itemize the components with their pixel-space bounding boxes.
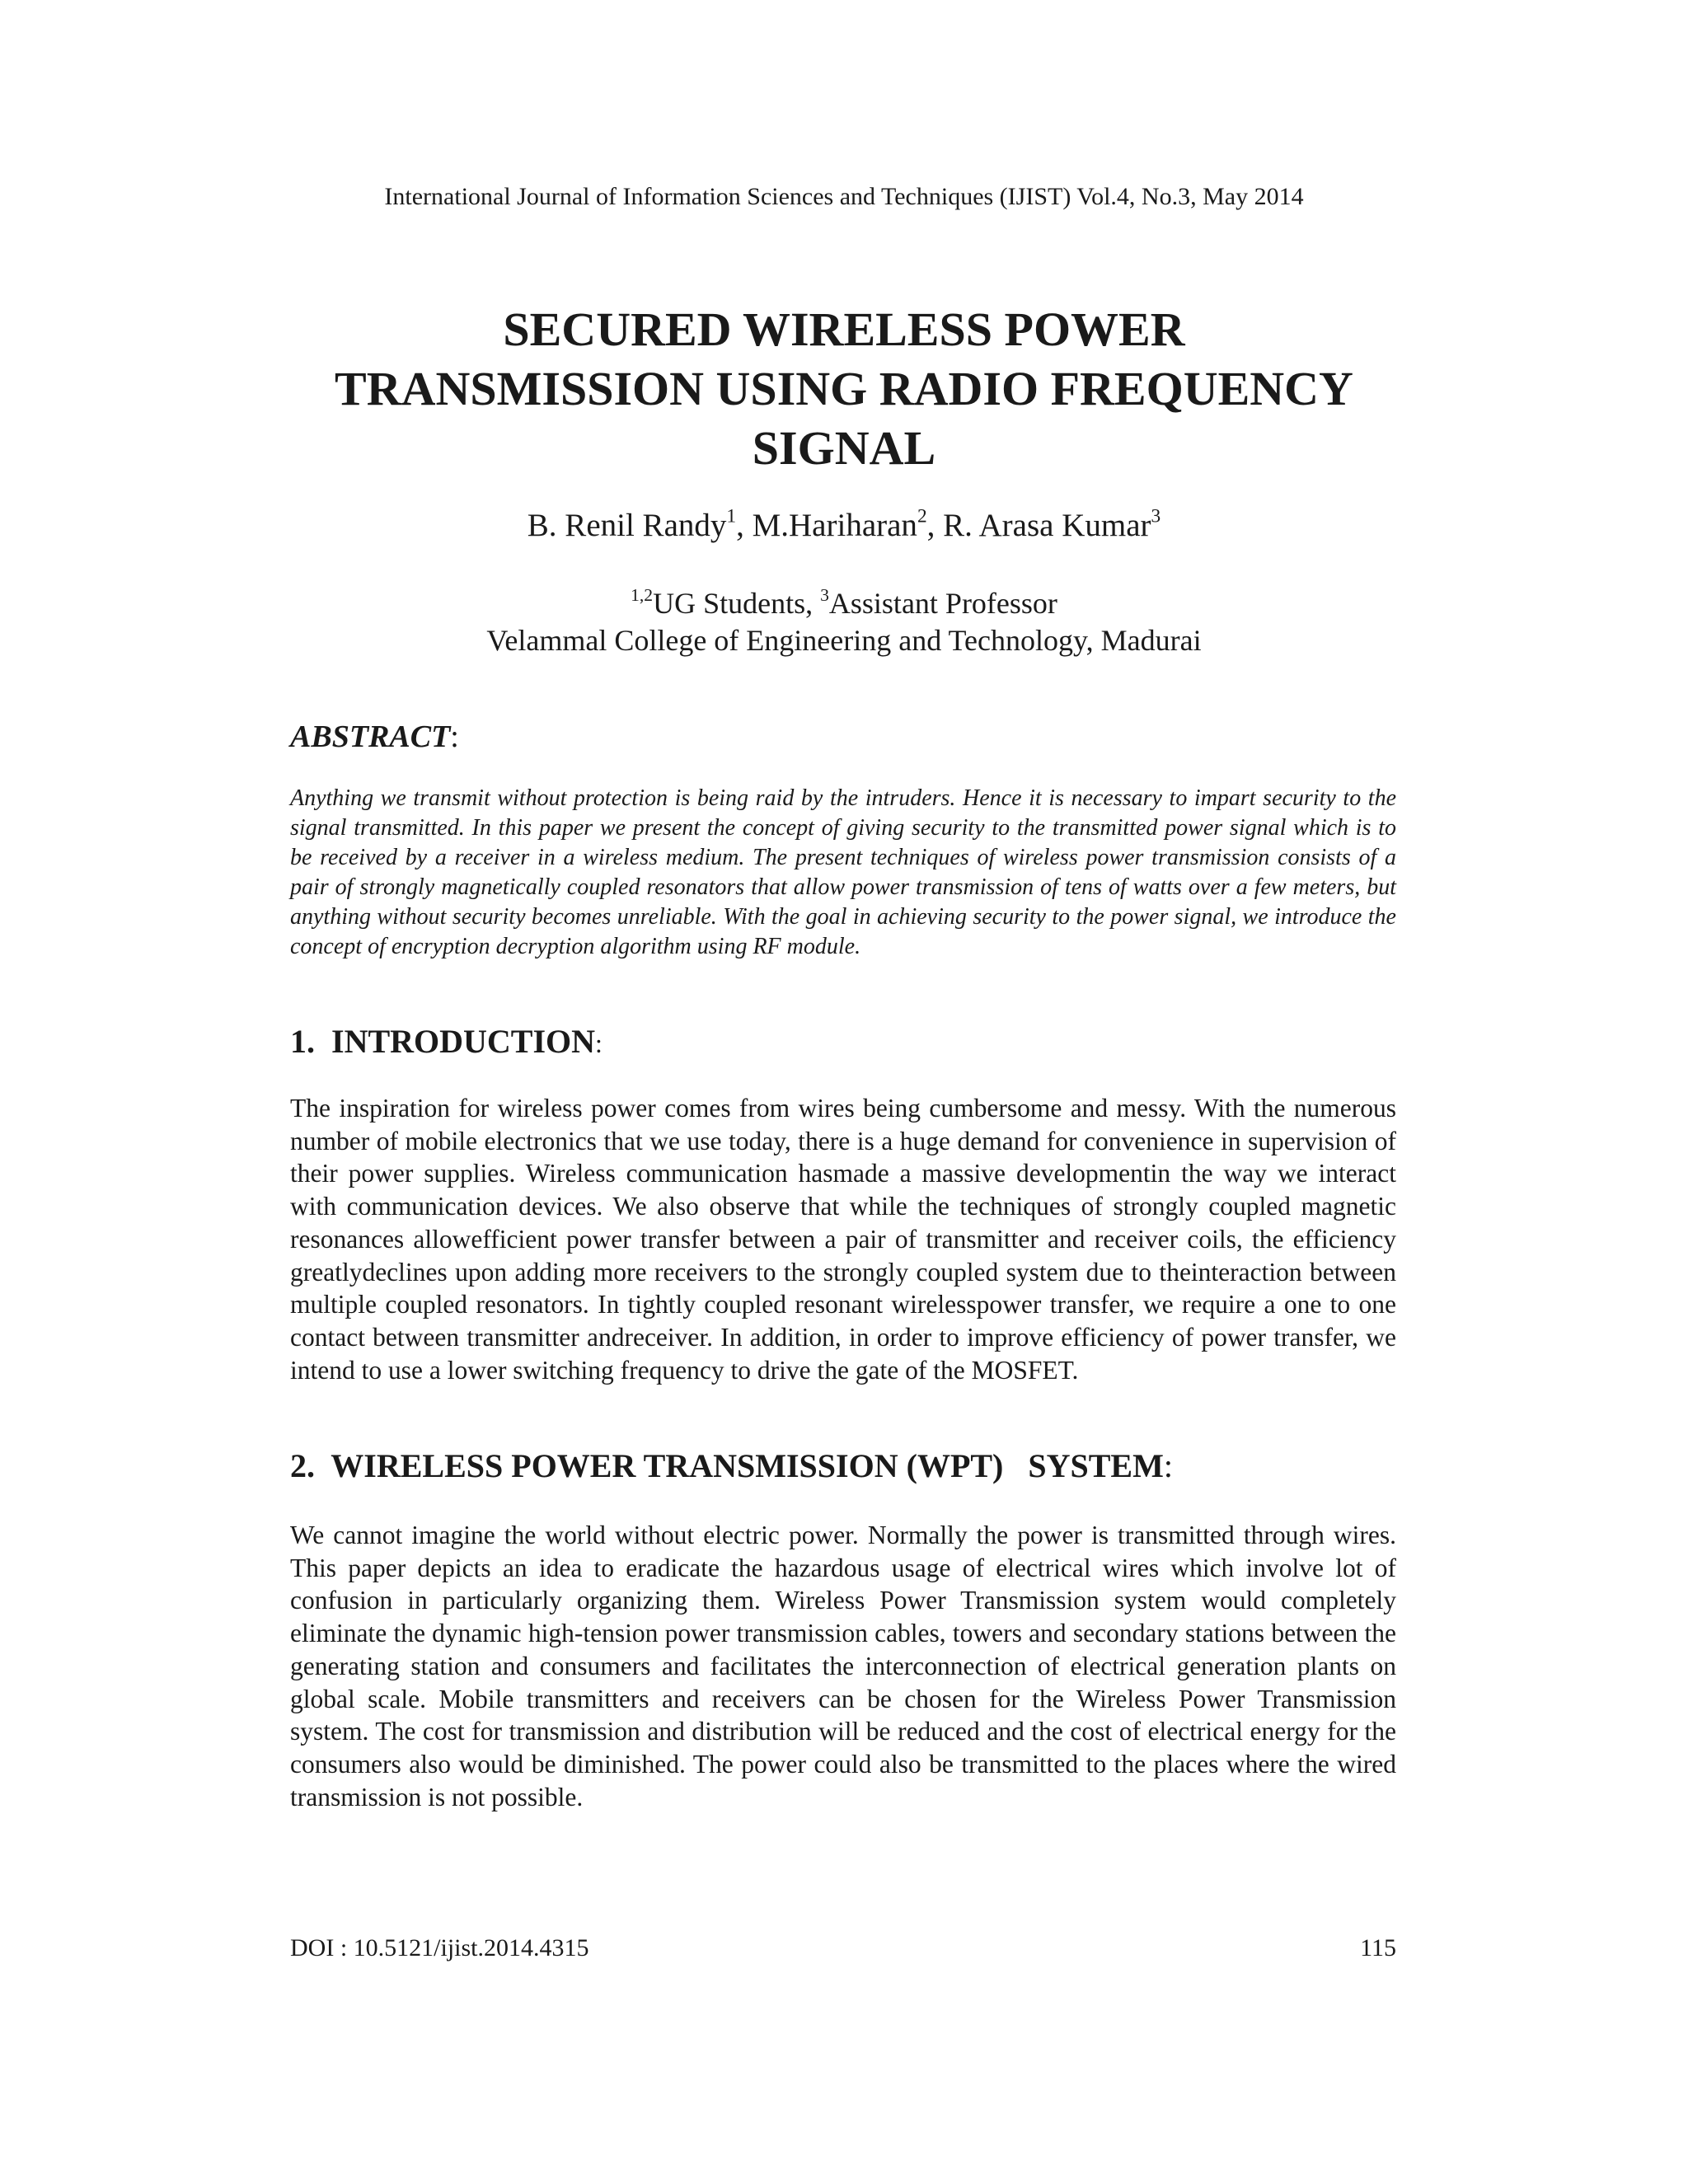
affiliation-marker-2: 3 (820, 584, 829, 605)
affiliation-role-1: UG Students, (653, 587, 821, 620)
section-1-body: The inspiration for wireless power comes from wires being cumbersome and messy. With the numerous number of mobile electronics that we use today, there is a huge demand for convenience in supervision of their power supplies. Wireless communication hasmade a massive developmentin the way we interact with communication devices. We also observe that while the techniques of strongly coupled magnetic resonances allowefficient power transfer between a pair of transmitter and receiver coils, the efficiency greatlydeclines upon adding more receivers to the strongly coupled system due to theinteraction between multiple coupled resonators. In tightly coupled resonant wirelesspower transfer, we require a one to one contact between transmitter andreceiver. In addition, in order to improve efficiency of power transfer, we intend to use a lower switching frequency to drive the gate of the MOSFET. (290, 1094, 1396, 1385)
section-2-heading-colon: : (1163, 1447, 1173, 1484)
abstract-heading (290, 719, 459, 755)
journal-header: International Journal of Information Sciences and Techniques (IJIST) Vol.4, No.3, May 2014 (384, 183, 1304, 210)
title-line-1: SECURED WIRELESS POWER (503, 302, 1185, 356)
author-list (0, 507, 1688, 544)
affiliation-institution: Velammal College of Engineering and Technology, Madurai (486, 624, 1202, 657)
author-3: R. Arasa Kumar (943, 508, 1151, 543)
doi-label: DOI : 10.5121/ijist.2014.4315 (290, 1934, 589, 1961)
title-line-3: SIGNAL (752, 421, 936, 475)
author-2-marker: 2 (917, 505, 927, 527)
title-line-2: TRANSMISSION USING RADIO FREQUENCY (335, 362, 1353, 415)
author-1: B. Renil Randy (527, 508, 727, 543)
author-2: M.Hariharan (752, 508, 917, 543)
section-2-heading-text: 2. WIRELESS POWER TRANSMISSION (WPT) SYSTEM (290, 1447, 1164, 1484)
section-1-heading-colon: : (595, 1029, 603, 1058)
author-3-marker: 3 (1151, 505, 1161, 527)
section-1-heading (290, 1022, 603, 1061)
affiliation-block (0, 585, 1688, 659)
author-separator: , (736, 508, 753, 543)
abstract-text: Anything we transmit without protection is being raid by the intruders. Hence it is necessary to impart security to the signal transmitted. In this paper we present the concept of giving security to the transmitted power signal which is to be received by a receiver in a wireless medium. The present techniques of wireless power transmission consists of a pair of strongly magnetically coupled resonators that allow power transmission of tens of watts over a few meters, but anything without security becomes unreliable. With the goal in achieving security to the power signal, we introduce the concept of encryption decryption algorithm using RF module. (290, 785, 1396, 959)
affiliation-marker-1: 1,2 (631, 584, 654, 605)
affiliation-roles (0, 585, 1688, 622)
paper-title (0, 300, 1688, 478)
section-2-heading (290, 1446, 1173, 1485)
abstract-heading-text: ABSTRACT (290, 719, 451, 754)
page-number: 115 (1360, 1934, 1396, 1961)
page-footer (290, 1934, 1396, 1962)
abstract-heading-colon: : (450, 719, 459, 754)
affiliation-role-2: Assistant Professor (828, 587, 1057, 620)
section-1-heading-text: 1. INTRODUCTION (290, 1023, 596, 1060)
section-2-body: We cannot imagine the world without electric power. Normally the power is transmitted through wires. This paper depicts an idea to eradicate the hazardous usage of electrical wires which involve lot of confusion in particularly organizing them. Wireless Power Transmission system would completely eliminate the dynamic high-tension power transmission cables, towers and secondary stations between the generating station and consumers and facilitates the interconnection of electrical generation plants on global scale. Mobile transmitters and receivers can be chosen for the Wireless Power Transmission system. The cost for transmission and distribution will be reduced and the cost of electrical energy for the consumers also would be diminished. The power could also be transmitted to the places where the wired transmission is not possible. (290, 1521, 1396, 1811)
author-separator: , (926, 508, 944, 543)
author-1-marker: 1 (726, 505, 737, 527)
